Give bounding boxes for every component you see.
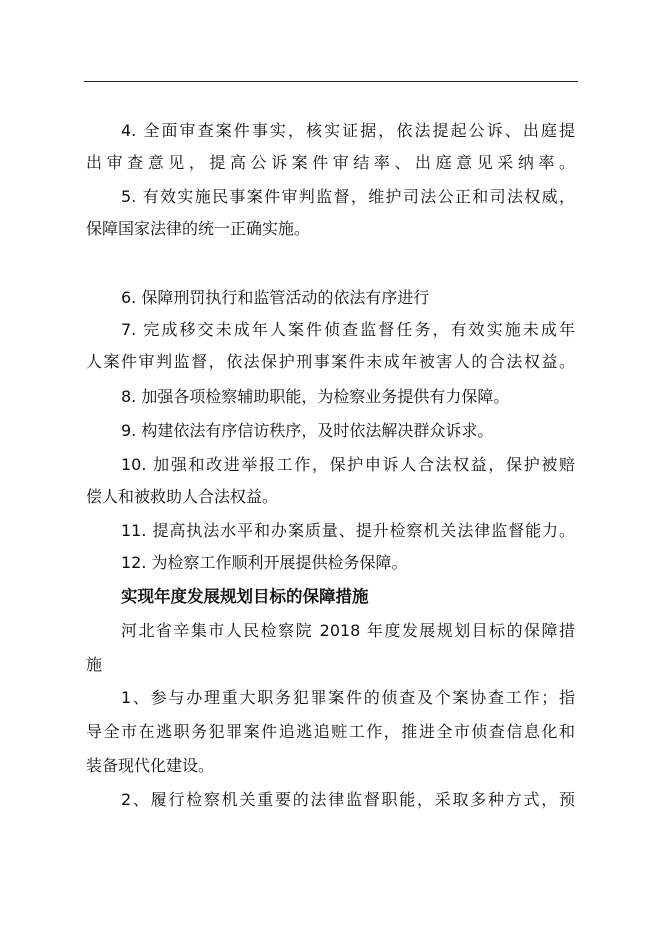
paragraph-line: 偿人和被救助人合法权益。: [86, 487, 279, 506]
paragraph-line: 10. 加强和改进举报工作，保护申诉人合法权益，保护被赔: [121, 455, 575, 474]
paragraph-line: 2、履行检察机关重要的法律监督职能，采取多种方式，预: [121, 790, 575, 809]
paragraph-line: 11. 提高执法水平和办案质量、提升检察机关法律监督能力。: [121, 521, 575, 540]
paragraph-line: 4. 全面审查案件事实，核实证据，依法提起公诉、出庭提: [121, 121, 575, 140]
paragraph-line: 12. 为检察工作顺利开展提供检务保障。: [121, 553, 408, 572]
section-heading: 实现年度发展规划目标的保障措施: [121, 587, 369, 606]
paragraph-line: 5. 有效实施民事案件审判监督，维护司法公正和司法权威，: [121, 187, 575, 206]
paragraph-line: 6. 保障刑罚执行和监管活动的依法有序进行: [121, 288, 430, 307]
paragraph-line: 人案件审判监督，依法保护刑事案件未成年被害人的合法权益。: [86, 352, 575, 371]
paragraph-line: 1、参与办理重大职务犯罪案件的侦查及个案协查工作；指: [121, 688, 575, 707]
paragraph-line: 出审查意见，提高公诉案件审结率、出庭意见采纳率。: [86, 153, 575, 172]
paragraph-line: 8. 加强各项检察辅助职能，为检察业务提供有力保障。: [121, 387, 510, 406]
paragraph-line: 河北省辛集市人民检察院 2018 年度发展规划目标的保障措: [121, 621, 575, 640]
paragraph-line: 9. 构建依法有序信访秩序，及时依法解决群众诉求。: [121, 421, 494, 440]
paragraph-line: 导全市在逃职务犯罪案件追逃追赃工作，推进全市侦查信息化和: [86, 722, 575, 741]
paragraph-line: 保障国家法律的统一正确实施。: [86, 219, 311, 238]
paragraph-line: 施: [86, 655, 103, 674]
paragraph-line: 装备现代化建设。: [86, 756, 215, 775]
paragraph-line: 7. 完成移交未成年人案件侦查监督任务，有效实施未成年: [121, 320, 575, 339]
header-rule: [84, 81, 578, 82]
